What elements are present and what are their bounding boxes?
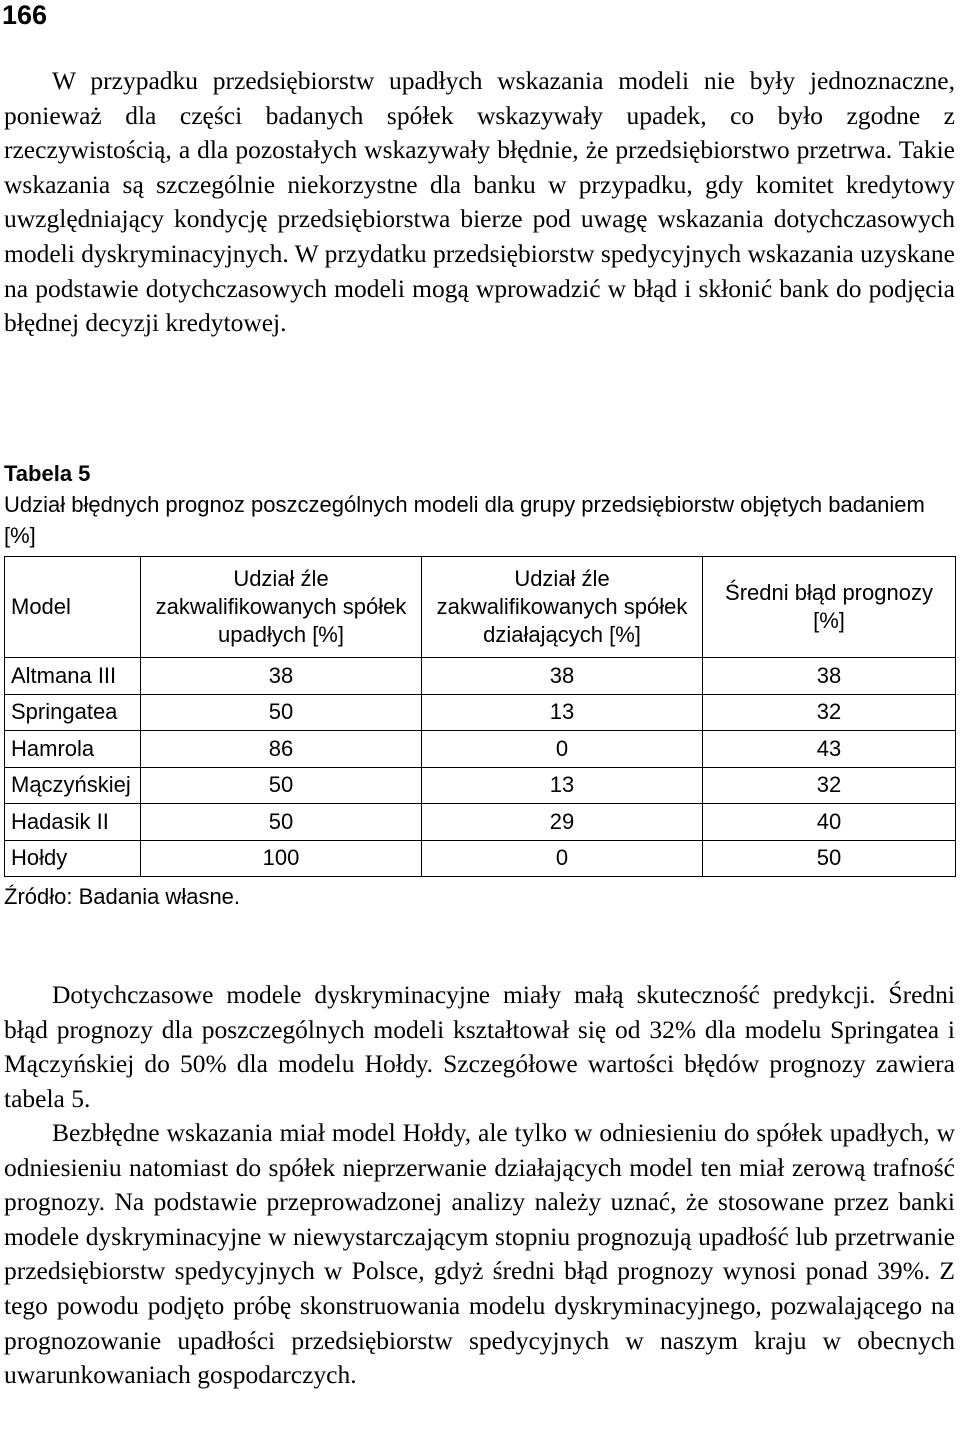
table-row xyxy=(5,767,956,804)
cell-operating: 13 xyxy=(422,694,703,731)
table-source: Źródło: Badania własne. xyxy=(4,884,241,909)
table-label: Tabela 5 xyxy=(4,461,91,486)
cell-model: Springatea xyxy=(5,694,141,731)
error-rate-table xyxy=(4,556,956,877)
cell-mean-error: 32 xyxy=(703,694,956,731)
table-caption xyxy=(4,458,955,551)
cell-bankrupt: 50 xyxy=(141,804,422,841)
page-number: 166 xyxy=(2,0,48,30)
cell-model: Mączyńskiej xyxy=(5,767,141,804)
cell-model: Hołdy xyxy=(5,840,141,877)
paragraph-conclusion: Bezbłędne wskazania miał model Hołdy, ale tylko w odniesieniu do spółek upadłych, w odniesieniu natomiast do spółek nieprzerwanie działających model ten miał zerową trafność prognozy. Na podstawie przeprowadzonej analizy należy uznać, że stosowane przez banki modele dyskryminacyjne w niewystarczającym stopniu prognozują upadłość lub przetrwanie przedsiębiorstw spedycyjnych w Polsce, gdyż średni błąd prognozy wynosi ponad 39%. Z tego powodu podjęto próbę skonstruowania modelu dyskryminacyjnego, pozwalającego na prognozowanie upadłości przedsiębiorstw spedycyjnych w naszym kraju w obecnych uwarunkowaniach gospodarczych. xyxy=(4,1118,955,1390)
cell-operating: 29 xyxy=(422,804,703,841)
cell-model: Altmana III xyxy=(5,658,141,695)
cell-operating: 13 xyxy=(422,767,703,804)
cell-operating: 38 xyxy=(422,658,703,695)
table-row xyxy=(5,804,956,841)
paragraph-intro: W przypadku przedsiębiorstw upadłych wskazania modeli nie były jednoznaczne, ponieważ dla części badanych spółek wskazywały upadek, co było zgodne z rzeczywistością, a dla pozostałych wskazywały błędnie, że przedsiębiorstwo przetrwa. Takie wskazania są szczególnie niekorzystne dla banku w przypadku, gdy komitet kredytowy uwzględniający kondycję przedsiębiorstwa bierze pod uwagę wskazania dotychczasowych modeli dyskryminacyjnych. W przydatku przedsiębiorstw spedycyjnych wskazania uzyskane na podstawie dotychczasowych modeli mogą wprowadzić w błąd i skłonić bank do podjęcia błędnej decyzji kredytowej. xyxy=(4,66,955,338)
table-row xyxy=(5,694,956,731)
cell-bankrupt: 50 xyxy=(141,767,422,804)
cell-operating: 0 xyxy=(422,731,703,768)
cell-mean-error: 38 xyxy=(703,658,956,695)
cell-mean-error: 50 xyxy=(703,840,956,877)
header-mean-error: Średni błąd prognozy [%] xyxy=(703,557,956,658)
cell-operating: 0 xyxy=(422,840,703,877)
cell-mean-error: 40 xyxy=(703,804,956,841)
table-title: Udział błędnych prognoz poszczególnych modeli dla grupy przedsiębiorstw objętych badaniem [%] xyxy=(4,492,925,548)
table-row xyxy=(5,658,956,695)
cell-bankrupt: 38 xyxy=(141,658,422,695)
header-bankrupt: Udział źle zakwalifikowanych spółek upadłych [%] xyxy=(141,557,422,658)
table-header-row xyxy=(5,557,956,658)
cell-bankrupt: 50 xyxy=(141,694,422,731)
table-row xyxy=(5,840,956,877)
header-operating: Udział źle zakwalifikowanych spółek działających [%] xyxy=(422,557,703,658)
cell-mean-error: 43 xyxy=(703,731,956,768)
paragraph-prediction: Dotychczasowe modele dyskryminacyjne miały małą skuteczność predykcji. Średni błąd prognozy dla poszczególnych modeli kształtował się od 32% dla modelu Springatea i Mączyńskiej do 50% dla modelu Hołdy. Szczegółowe wartości błędów prognozy zawiera tabela 5. xyxy=(4,980,955,1113)
table-row xyxy=(5,731,956,768)
cell-mean-error: 32 xyxy=(703,767,956,804)
cell-model: Hadasik II xyxy=(5,804,141,841)
cell-model: Hamrola xyxy=(5,731,141,768)
cell-bankrupt: 86 xyxy=(141,731,422,768)
header-model: Model xyxy=(5,557,141,658)
cell-bankrupt: 100 xyxy=(141,840,422,877)
